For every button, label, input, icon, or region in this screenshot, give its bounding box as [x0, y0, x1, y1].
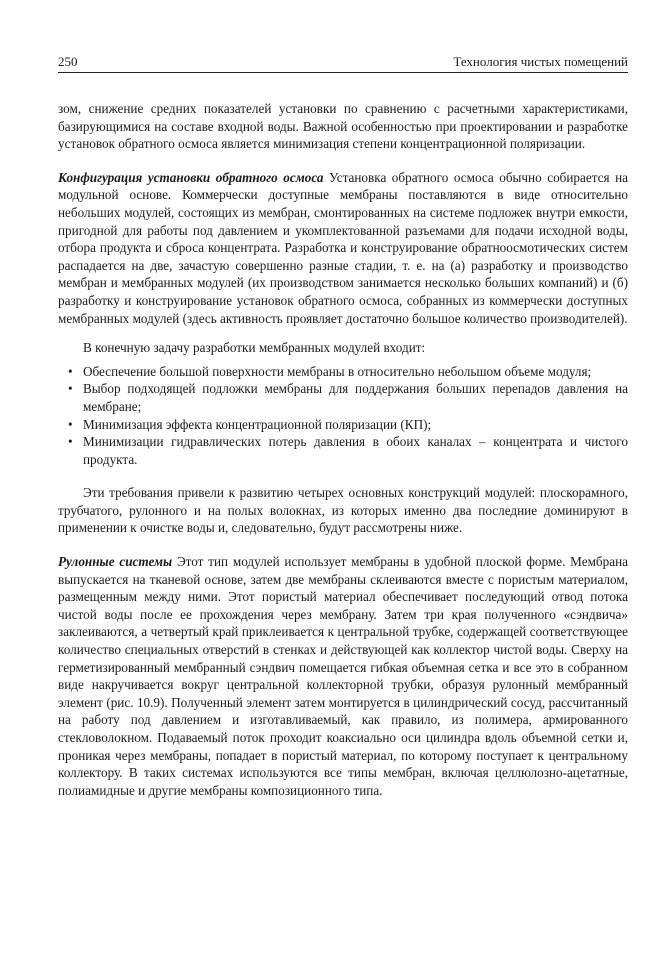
page-header [58, 52, 628, 73]
paragraph-ro-configuration-body: Установка обратного осмоса обычно собирается на модульной основе. Коммерчески доступные мембраны поставляются в виде относительно небольших модулей, состоящих из мембран, смонтированных на системе подложек внутри емкости, пригодной для работы под давлением и укомплектованной разъемами для подачи исходной воды, отбора продукта и сброса концентрата. Разработка и конструирование обратноосмотических систем распадается на две, зачастую совершенно разные стадии, т. е. на (а) разработку и производство мембран и мембранных модулей (их производством занимается несколько больших компаний) и (б) разработку и конструирование установок обратного осмоса, собранных из коммерчески доступных мембранных модулей (здесь активность проявляет достаточно большое количество производителей). [58, 169, 629, 326]
paragraph-spiral-systems-body: Этот тип модулей использует мембраны в удобной плоской форме. Мембрана выпускается на тканевой основе, затем две мембраны склеиваются вместе с пористым материалом, размещенным между ними. Этот пористый материал обеспечивает последующий отвод потока чистой воды после ее прохождения через мембрану. Затем три края полученного «сэндвича» заклеиваются, а четвертый край приклеивается к центральной трубке, содержащей соответствующее количество специальных отверстий в стенках и действующей как коллектор чистой воды. Сверху на герметизированный мембранный сэндвич помещается гибкая объемная сетка и все это в собранном виде накручивается вокруг центральной коллекторной трубки, образуя рулонный мембранный элемент (рис. 10.9). Полученный элемент затем монтируется в цилиндрический сосуд, рассчитанный на работу под давлением и изготавливаемый, как правило, из полимера, армированного стекловолокном. Подаваемый поток проходит коаксиально оси цилиндра вдоль объемной сетки и, проникая через мембраны, попадает в пористый материал, по которому поступает к центральному коллектору. В таких системах используются все типы мембран, включая целлюлозно-ацетатные, полиамидные и другие мембраны композиционного типа. [58, 554, 628, 798]
list-item: • Выбор подходящей подложки мембраны для поддержания больших перепадов давления на мембране; [68, 381, 628, 414]
list-item: • Обеспечение большой поверхности мембраны в относительно небольшом объеме модуля; [68, 363, 592, 379]
list-item: • Минимизация эффекта концентрационной поляризации (КП); [68, 416, 432, 432]
page-body [58, 100, 628, 799]
list-item: • Минимизации гидравлических потерь давления в обоих каналах – концентрата и чистого продукта. [68, 434, 628, 467]
bullet-icon: • [68, 381, 73, 397]
task-list [58, 363, 628, 469]
bullet-icon: • [68, 434, 73, 450]
paragraph-tasks-intro: В конечную задачу разработки мембранных модулей входит: [83, 340, 426, 356]
paragraph-continuation: зом, снижение средних показателей установки по сравнению с расчетными характеристиками, базирующимися на составе входной воды. Важной особенностью при проектировании и разработке установок обратного осмоса является минимизация степени концентрационной поляризации. [58, 101, 628, 152]
bullet-icon: • [68, 416, 73, 432]
bullet-icon: • [68, 363, 73, 379]
page-number: 250 [58, 54, 78, 69]
section-heading-spiral-systems: Рулонные системы [58, 554, 173, 570]
section-heading-ro-configuration: Конфигурация установки обратного осмоса [58, 169, 324, 185]
paragraph-ro-configuration [58, 169, 628, 327]
paragraph-module-designs: Эти требования привели к развитию четырех основных конструкций модулей: плоскорамного, трубчатого, рулонного и на полых волокнах, из которых именно два последние доминируют в применении к очистке воды и, следовательно, будут рассмотрены ниже. [58, 485, 628, 536]
paragraph-spiral-systems [58, 553, 628, 799]
running-title: Технология чистых помещений [453, 54, 628, 69]
